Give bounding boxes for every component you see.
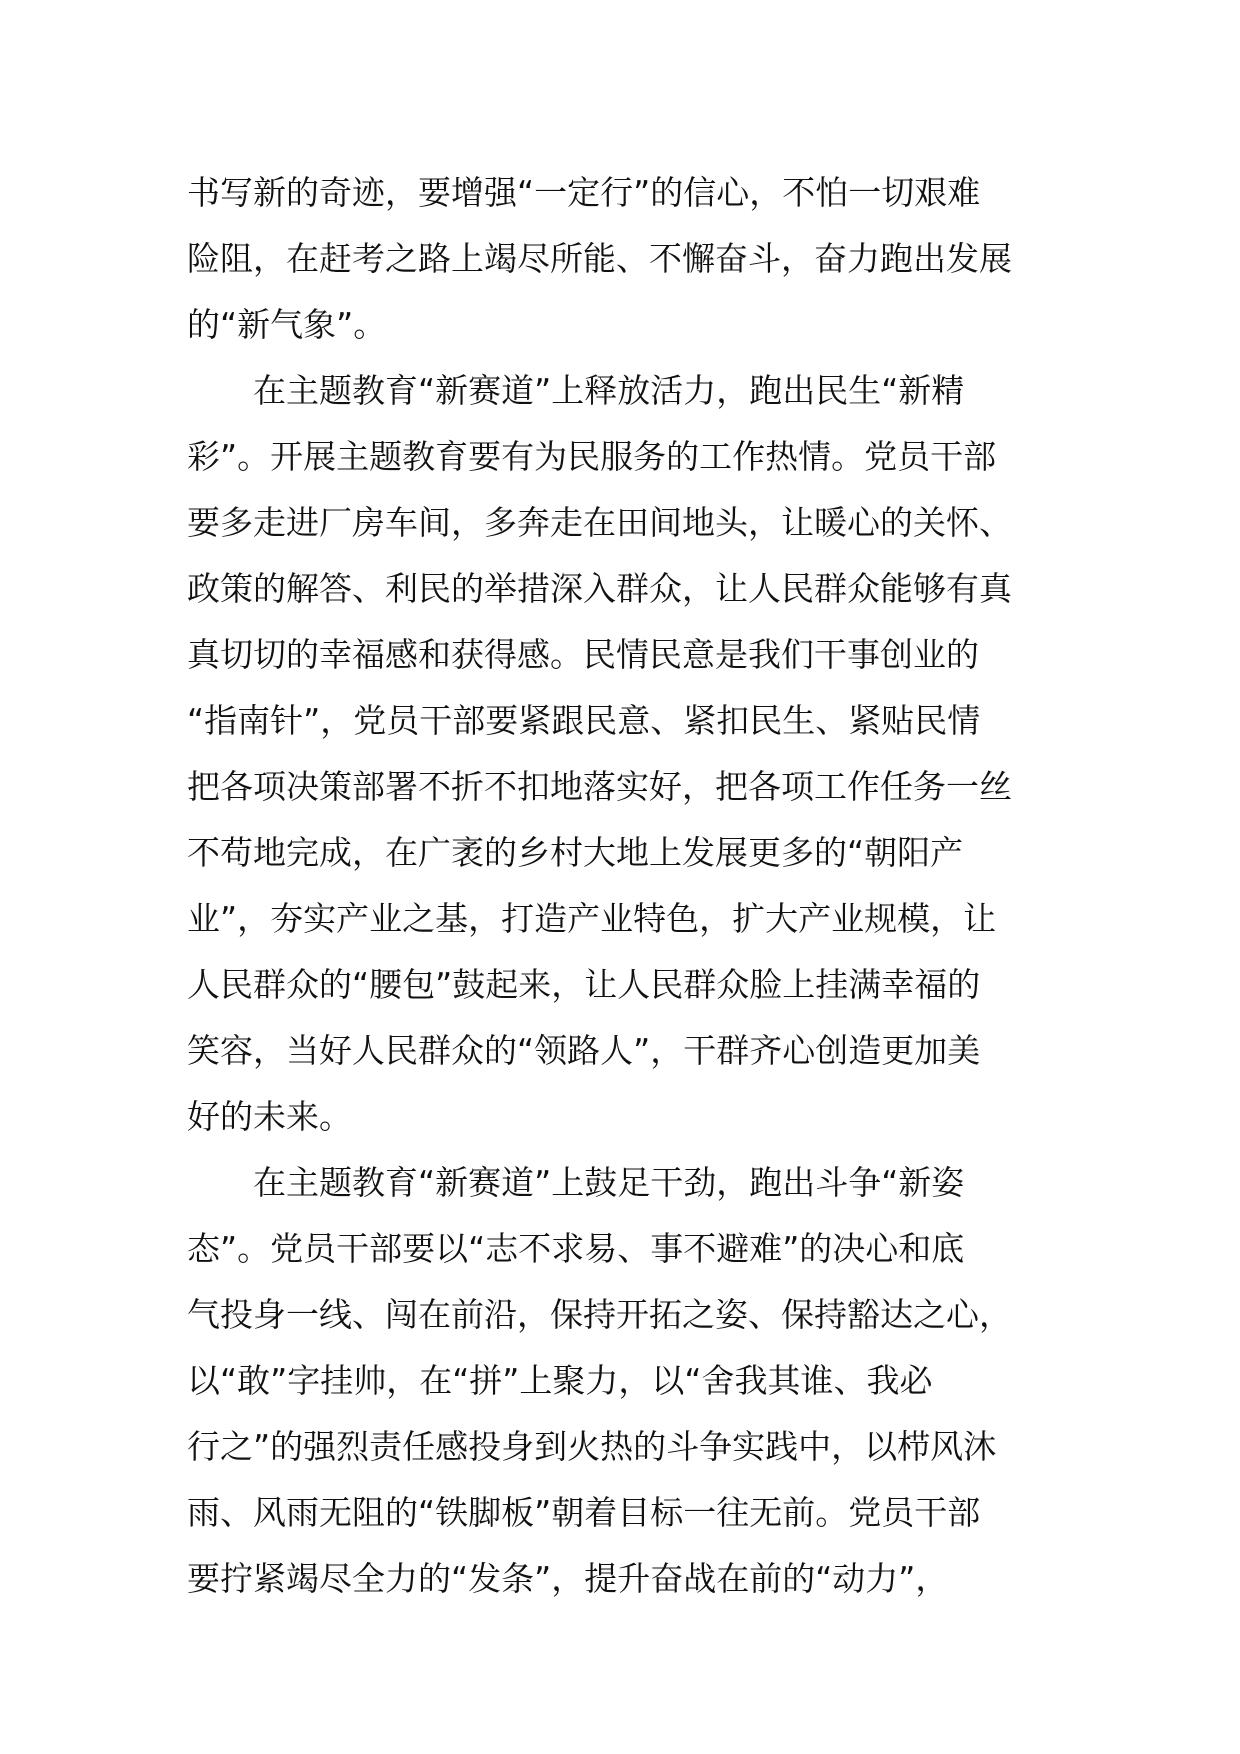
text-line: 气投身一线、闯在前沿，保持开拓之姿、保持豁达之心， <box>187 1295 1012 1334</box>
text-line: 态”。党员干部要以“志不求易、事不避难”的决心和底 <box>187 1229 965 1268</box>
text-line: 业”，夯实产业之基，打造产业特色，扩大产业规模，让 <box>187 899 997 938</box>
text-line: 要多走进厂房车间，多奔走在田间地头，让暖心的关怀、 <box>187 503 1012 542</box>
text-line: 要拧紧竭尽全力的“发条”，提升奋战在前的“动力”， <box>187 1559 949 1598</box>
text-line: 把各项决策部署不折不扣地落实好，把各项工作任务一丝 <box>187 767 1012 806</box>
text-line: 彩”。开展主题教育要有为民服务的工作热情。党员干部 <box>187 437 997 476</box>
body-text <box>187 160 1057 1612</box>
text-line: 政策的解答、利民的举措深入群众，让人民群众能够有真 <box>187 569 1012 608</box>
text-line: 雨、风雨无阻的“铁脚板”朝着目标一往无前。党员干部 <box>187 1493 981 1532</box>
text-line: 以“敢”字挂帅，在“拼”上聚力，以“舍我其谁、我必 <box>187 1361 933 1400</box>
text-line: 险阻，在赶考之路上竭尽所能、不懈奋斗，奋力跑出发展 <box>187 239 1012 278</box>
text-line: “指南针”，党员干部要紧跟民意、紧扣民生、紧贴民情 <box>187 701 981 740</box>
text-line: 在主题教育“新赛道”上释放活力，跑出民生“新精 <box>187 371 965 410</box>
text-line: 书写新的奇迹，要增强“一定行”的信心，不怕一切艰难 <box>187 173 981 212</box>
text-line: 人民群众的“腰包”鼓起来，让人民群众脸上挂满幸福的 <box>187 965 981 1004</box>
text-line: 好的未来。 <box>187 1097 352 1136</box>
text-line: 的“新气象”。 <box>187 305 387 344</box>
text-line: 笑容，当好人民群众的“领路人”，干群齐心创造更加美 <box>187 1031 981 1070</box>
text-line: 行之”的强烈责任感投身到火热的斗争实践中，以栉风沐 <box>187 1427 997 1466</box>
text-line: 在主题教育“新赛道”上鼓足干劲，跑出斗争“新姿 <box>187 1163 965 1202</box>
text-line: 真切切的幸福感和获得感。民情民意是我们干事创业的 <box>187 635 979 674</box>
text-line: 不苟地完成，在广袤的乡村大地上发展更多的“朝阳产 <box>187 833 964 872</box>
